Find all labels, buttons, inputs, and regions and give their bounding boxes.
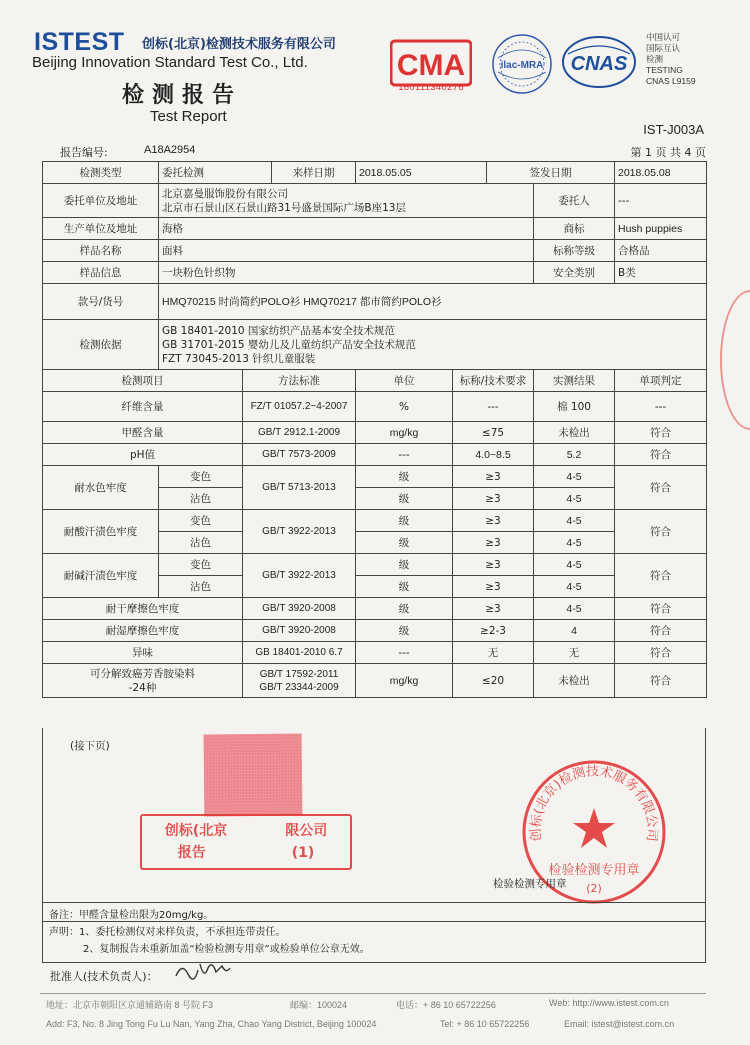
water-fastness-item: 耐水色牢度 (43, 466, 159, 510)
acid-sub: 沾色 (159, 532, 243, 554)
water-sub: 变色 (159, 466, 243, 488)
alkali-result: 4-5 (534, 554, 615, 576)
declaration-line: 2、复制报告未重新加盖“检验检测专用章”或检验单位公章无效。 (83, 944, 370, 955)
sample-name: 面料 (159, 240, 534, 262)
col-header-unit: 单位 (356, 370, 453, 392)
istest-logo: ISTEST (34, 28, 125, 56)
footer-address-en: Add: F3, No. 8 Jing Tong Fu Lu Nan, Yang Zha, Chao Yang District, Beijing 100024 (46, 1019, 377, 1029)
continue-note: (接下页) (70, 740, 110, 752)
client-label: 委托单位及地址 (43, 184, 159, 218)
ph-result: 5.2 (534, 444, 615, 466)
fabric-swatch (204, 733, 303, 816)
acid-requirement: ≥3 (453, 510, 534, 532)
acid-sub: 变色 (159, 510, 243, 532)
ph-requirement: 4.0~8.5 (453, 444, 534, 466)
cnas-logo-text: CNAS (570, 53, 628, 75)
formaldehyde-unit: mg/kg (356, 422, 453, 444)
report-stamp (140, 814, 352, 870)
acid-judgement: 符合 (615, 510, 707, 554)
sample-name-label: 样品名称 (43, 240, 159, 262)
acid-requirement: ≥3 (453, 532, 534, 554)
alkali-requirement: ≥3 (453, 576, 534, 598)
seal-number: (2) (586, 882, 602, 895)
cnas-info (646, 32, 696, 87)
safety-label: 安全类别 (534, 262, 615, 284)
producer: 海格 (159, 218, 534, 240)
test-type: 委托检测 (159, 162, 272, 184)
water-requirement: ≥3 (453, 466, 534, 488)
wet-rub-result: 4 (534, 620, 615, 642)
form-number: IST-J003A (643, 122, 704, 137)
cnas-info-line: CNAS L9159 (646, 76, 696, 86)
formaldehyde-result: 未检出 (534, 422, 615, 444)
acid-unit: 级 (356, 532, 453, 554)
remark: 备注：甲醛含量检出限为20mg/kg。 (42, 902, 706, 922)
basis-cell (159, 320, 707, 370)
acid-method: GB/T 3922-2013 (243, 510, 356, 554)
fiber-method: FZ/T 01057.2~4-2007 (243, 392, 356, 422)
water-judgement: 符合 (615, 466, 707, 510)
report-title-en: Test Report (150, 108, 227, 125)
alkali-unit: 级 (356, 554, 453, 576)
cnas-info-line: 中国认可 (646, 32, 681, 42)
client-address: 北京市石景山区石景山路31号盛景国际广场B座13层 (162, 201, 406, 214)
producer-label: 生产单位及地址 (43, 218, 159, 240)
seal-bottom-text: 检验检测专用章 (548, 863, 640, 878)
brand: Hush puppies (615, 218, 707, 240)
footer-tel-cn: 电话：+ 86 10 65722256 (396, 1000, 496, 1010)
fiber-unit: % (356, 392, 453, 422)
fiber-item: 纤维含量 (43, 392, 243, 422)
test-type-label: 检测类型 (43, 162, 159, 184)
water-requirement: ≥3 (453, 488, 534, 510)
formaldehyde-judgement: 符合 (615, 422, 707, 444)
cnas-logo (560, 34, 638, 90)
sample-date-label: 来样日期 (272, 162, 356, 184)
table-row (43, 598, 707, 620)
brand-label: 商标 (534, 218, 615, 240)
formaldehyde-requirement: ≤75 (453, 422, 534, 444)
odor-unit: --- (356, 642, 453, 664)
footer-email: Email: istest@istest.com.cn (564, 1019, 675, 1029)
basis-item: FZT 73045-2013 针织儿童服装 (162, 352, 316, 365)
report-stamp-line (142, 842, 350, 864)
sample-info-label: 样品信息 (43, 262, 159, 284)
dry-rub-requirement: ≥3 (453, 598, 534, 620)
declaration-line: 声明：1、委托检测仅对来样负责，不承担连带责任。 (49, 927, 286, 938)
col-header-item: 检测项目 (43, 370, 243, 392)
alkali-sub: 变色 (159, 554, 243, 576)
safety: B类 (615, 262, 707, 284)
dry-rub-unit: 级 (356, 598, 453, 620)
table-row (43, 392, 707, 422)
table-row (43, 664, 707, 698)
ph-item: pH值 (43, 444, 243, 466)
client-person: --- (615, 184, 707, 218)
odor-judgement: 符合 (615, 642, 707, 664)
cma-logo-text: CMA (396, 49, 466, 82)
table-row (43, 642, 707, 664)
col-header-requirement: 标称/技术要求 (453, 370, 534, 392)
table-row (43, 262, 707, 284)
grade: 合格品 (615, 240, 707, 262)
azo-item-line: 可分解致癌芳香胺染料 (90, 667, 195, 680)
azo-method (243, 664, 356, 698)
client-person-label: 委托人 (534, 184, 615, 218)
report-stamp-text: 报告 (177, 845, 206, 861)
water-unit: 级 (356, 488, 453, 510)
table-row (43, 218, 707, 240)
acid-fastness-item: 耐酸汗渍色牢度 (43, 510, 159, 554)
azo-unit: mg/kg (356, 664, 453, 698)
report-stamp-line (142, 820, 350, 842)
seal-ring-text: 创标(北京)检测技术服务有限公司 (528, 764, 660, 843)
wet-rub-judgement: 符合 (615, 620, 707, 642)
sample-info: 一块粉色针织物 (159, 262, 534, 284)
basis-label: 检测依据 (43, 320, 159, 370)
company-name-en: Beijing Innovation Standard Test Co., Ltd. (32, 54, 308, 71)
table-row (43, 162, 707, 184)
table-row (43, 620, 707, 642)
client-name: 北京嘉曼服饰股份有限公司 (162, 187, 288, 200)
acid-result: 4-5 (534, 532, 615, 554)
formaldehyde-item: 甲醛含量 (43, 422, 243, 444)
azo-requirement: ≤20 (453, 664, 534, 698)
issue-date: 2018.05.08 (615, 162, 707, 184)
alkali-unit: 级 (356, 576, 453, 598)
table-row (43, 444, 707, 466)
report-number-label: 报告编号: (60, 146, 108, 159)
company-name-cn: 创标(北京)检测技术服务有限公司 (142, 37, 336, 52)
table-row (43, 510, 707, 532)
dry-rub-judgement: 符合 (615, 598, 707, 620)
report-title-cn: 检测报告 (122, 82, 243, 108)
acid-result: 4-5 (534, 510, 615, 532)
dry-rub-result: 4-5 (534, 598, 615, 620)
alkali-judgement: 符合 (615, 554, 707, 598)
report-stamp-text: (1) (291, 845, 315, 861)
basis-item: GB 31701-2015 婴幼儿及儿童纺织产品安全技术规范 (162, 338, 416, 351)
cnas-info-line: 国际互认 (646, 43, 681, 53)
azo-method-line: GB/T 17592-2011 (259, 668, 339, 680)
odor-result: 无 (534, 642, 615, 664)
table-row (43, 466, 707, 488)
client-cell (159, 184, 534, 218)
style-label: 款号/货号 (43, 284, 159, 320)
odor-requirement: 无 (453, 642, 534, 664)
alkali-method: GB/T 3922-2013 (243, 554, 356, 598)
basis-item: GB 18401-2010 国家纺织产品基本安全技术规范 (162, 324, 395, 337)
footer-postcode: 邮编：100024 (290, 1000, 348, 1010)
footer-web: Web: http://www.istest.com.cn (549, 998, 669, 1008)
water-sub: 沾色 (159, 488, 243, 510)
col-header-result: 实测结果 (534, 370, 615, 392)
col-header-method: 方法标准 (243, 370, 356, 392)
water-unit: 级 (356, 466, 453, 488)
ph-unit: --- (356, 444, 453, 466)
declaration (42, 921, 706, 963)
footer-tel-en: Tel: + 86 10 65722256 (440, 1019, 530, 1029)
cnas-info-line: 检测 (646, 54, 664, 64)
azo-item-line: -24种 (128, 681, 157, 694)
issue-date-label: 签发日期 (487, 162, 615, 184)
edge-seal-fragment (720, 290, 750, 430)
report-number: A18A2954 (144, 144, 196, 156)
formaldehyde-method: GB/T 2912.1-2009 (243, 422, 356, 444)
water-method: GB/T 5713-2013 (243, 466, 356, 510)
fiber-requirement: --- (453, 392, 534, 422)
ph-method: GB/T 7573-2009 (243, 444, 356, 466)
azo-item (43, 664, 243, 698)
table-row (43, 240, 707, 262)
azo-judgement: 符合 (615, 664, 707, 698)
dry-rub-item: 耐干摩擦色牢度 (43, 598, 243, 620)
azo-method-line: GB/T 23344-2009 (259, 681, 339, 693)
footer-divider (40, 993, 706, 994)
odor-method: GB 18401-2010 6.7 (243, 642, 356, 664)
results-header-row (43, 370, 707, 392)
cma-number: 160111340276 (398, 82, 464, 93)
alkali-result: 4-5 (534, 576, 615, 598)
acid-unit: 级 (356, 510, 453, 532)
table-row (43, 284, 707, 320)
water-result: 4-5 (534, 488, 615, 510)
inspection-label: 检验检测专用章 (493, 878, 567, 890)
table-row (43, 554, 707, 576)
footer-address-cn: 地址：北京市朝阳区京通辅路南 8 号院 F3 (46, 1000, 214, 1010)
signature (172, 956, 232, 986)
page-indicator: 第 1 页 共 4 页 (630, 146, 706, 159)
report-stamp-text: 创标(北京 (164, 823, 228, 839)
report-stamp-text: 限公司 (285, 823, 328, 839)
ilac-mra-text: ilac-MRA (500, 60, 544, 71)
ph-judgement: 符合 (615, 444, 707, 466)
ilac-mra-logo (488, 32, 556, 96)
cnas-info-line: TESTING (646, 65, 683, 75)
approver-label: 批准人(技术负责人)： (50, 970, 158, 983)
alkali-requirement: ≥3 (453, 554, 534, 576)
wet-rub-item: 耐湿摩擦色牢度 (43, 620, 243, 642)
water-result: 4-5 (534, 466, 615, 488)
fiber-result: 棉 100 (534, 392, 615, 422)
report-table (42, 161, 707, 698)
star-icon (573, 808, 615, 848)
fiber-judgement: --- (615, 392, 707, 422)
wet-rub-unit: 级 (356, 620, 453, 642)
table-row (43, 320, 707, 370)
azo-result: 未检出 (534, 664, 615, 698)
alkali-fastness-item: 耐碱汗渍色牢度 (43, 554, 159, 598)
style-number: HMQ70215 时尚简约POLO衫 HMQ70217 都市简约POLO衫 (159, 284, 707, 320)
dry-rub-method: GB/T 3920-2008 (243, 598, 356, 620)
table-row (43, 184, 707, 218)
col-header-judgement: 单项判定 (615, 370, 707, 392)
grade-label: 标称等级 (534, 240, 615, 262)
alkali-sub: 沾色 (159, 576, 243, 598)
wet-rub-method: GB/T 3920-2008 (243, 620, 356, 642)
sample-date: 2018.05.05 (356, 162, 487, 184)
wet-rub-requirement: ≥2-3 (453, 620, 534, 642)
odor-item: 异味 (43, 642, 243, 664)
table-row (43, 422, 707, 444)
